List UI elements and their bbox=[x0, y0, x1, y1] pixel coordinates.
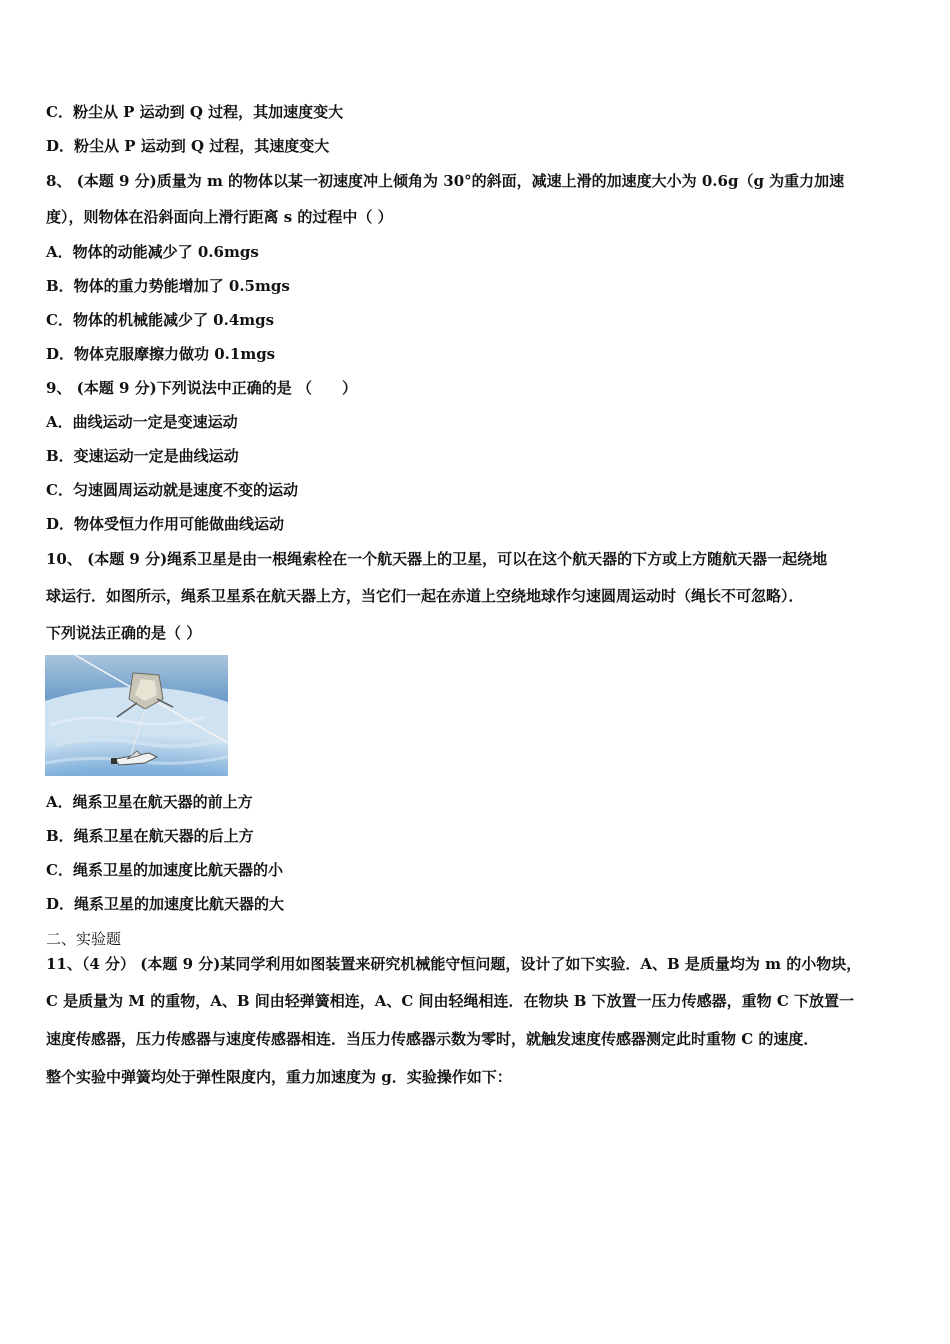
q9-option-c: C．匀速圆周运动就是速度不变的运动 bbox=[46, 481, 298, 499]
q8-option-c: C．物体的机械能减少了 0.4mgs bbox=[46, 311, 275, 329]
q8-option-d: D．物体克服摩擦力做功 0.1mgs bbox=[46, 345, 276, 363]
q11-line-3: 速度传感器，压力传感器与速度传感器相连．当压力传感器示数为零时，就触发速度传感器测定此时重物 C 的速度． bbox=[46, 1030, 819, 1048]
q9-option-b: B．变速运动一定是曲线运动 bbox=[46, 447, 239, 465]
q9-stem: 9、 (本题 9 分)下列说法中正确的是 （ ） bbox=[46, 379, 357, 397]
tethered-satellite-figure bbox=[45, 655, 228, 776]
q7-option-d: D．粉尘从 P 运动到 Q 过程，其速度变大 bbox=[46, 137, 330, 155]
q11-line-1: 11、（4 分） (本题 9 分)某同学利用如图装置来研究机械能守恒问题，设计了如下实验．A、B 是质量均为 m 的小物块， bbox=[46, 955, 862, 973]
q10-option-d: D．绳系卫星的加速度比航天器的大 bbox=[46, 895, 285, 913]
q10-option-b: B．绳系卫星在航天器的后上方 bbox=[46, 827, 254, 845]
q10-stem-line-2: 球运行．如图所示，绳系卫星系在航天器上方，当它们一起在赤道上空绕地球作匀速圆周运动时（绳长不可忽略）． bbox=[46, 587, 804, 605]
q11-line-2: C 是质量为 M 的重物，A、B 间由轻弹簧相连，A、C 间由轻绳相连．在物块 B 下放置一压力传感器，重物 C 下放置一 bbox=[46, 992, 855, 1010]
q9-option-a: A．曲线运动一定是变速运动 bbox=[46, 413, 238, 431]
q9-option-d: D．物体受恒力作用可能做曲线运动 bbox=[46, 515, 285, 533]
q10-option-a: A．绳系卫星在航天器的前上方 bbox=[46, 793, 253, 811]
q8-stem-line-2: 度），则物体在沿斜面向上滑行距离 s 的过程中（ ） bbox=[46, 208, 393, 226]
q10-stem-line-3: 下列说法正确的是（ ） bbox=[46, 624, 202, 642]
q11-line-4: 整个实验中弹簧均处于弹性限度内，重力加速度为 g．实验操作如下： bbox=[46, 1068, 512, 1086]
q10-option-c: C．绳系卫星的加速度比航天器的小 bbox=[46, 861, 283, 879]
q7-option-c: C．粉尘从 P 运动到 Q 过程，其加速度变大 bbox=[46, 103, 344, 121]
q8-stem-line-1: 8、 (本题 9 分)质量为 m 的物体以某一初速度冲上倾角为 30°的斜面，减速上滑的加速度大小为 0.6g（g 为重力加速 bbox=[46, 172, 845, 190]
q10-stem-line-1: 10、 (本题 9 分)绳系卫星是由一根绳索栓在一个航天器上的卫星，可以在这个航天器的下方或上方随航天器一起绕地 bbox=[46, 550, 828, 568]
q8-option-a: A．物体的动能减少了 0.6mgs bbox=[46, 243, 259, 261]
q8-option-b: B．物体的重力势能增加了 0.5mgs bbox=[46, 277, 290, 295]
section-heading-experiment: 二、实验题 bbox=[46, 930, 122, 948]
